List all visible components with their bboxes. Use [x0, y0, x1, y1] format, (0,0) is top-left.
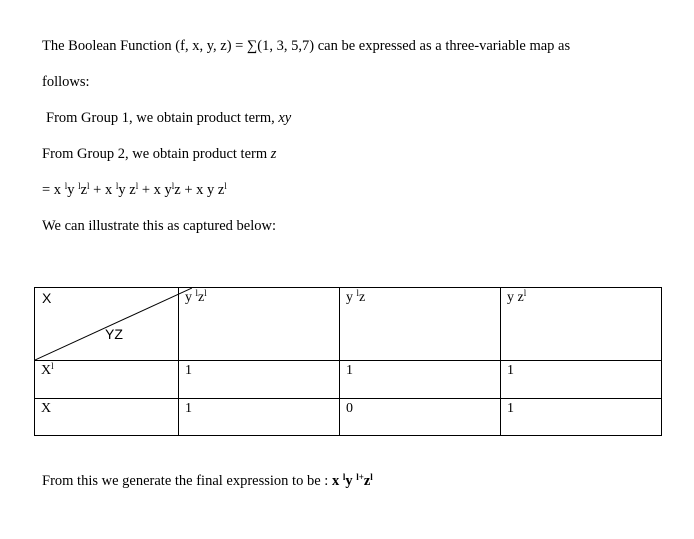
column-header [340, 288, 501, 361]
row-label: X [35, 399, 179, 436]
table-cell: 1 [179, 361, 340, 399]
diagonal-divider [35, 288, 192, 360]
prime-mark: l [356, 288, 360, 298]
row-label [35, 361, 179, 399]
header-part: z [198, 290, 205, 305]
diagonal-line [35, 288, 192, 360]
group-2-text: From Group 2, we obtain product term [42, 146, 271, 162]
group-2-term: z [270, 146, 277, 162]
prime-mark: l [115, 181, 119, 191]
prime-mark: l [356, 472, 359, 482]
table-row [35, 361, 662, 399]
prime-mark: l [78, 181, 81, 191]
expansion-part: = x [42, 182, 65, 198]
row-label-text: X [41, 363, 52, 378]
prime-mark: l [204, 288, 207, 298]
table-cell: 0 [340, 399, 501, 436]
prime-mark: l [523, 288, 527, 298]
header-part: y z [507, 290, 524, 305]
karnaugh-map-table [34, 287, 662, 436]
column-header [179, 288, 340, 361]
prime-mark: l [370, 472, 373, 482]
prime-mark: l [342, 472, 346, 482]
table-cell: 1 [501, 361, 662, 399]
group-1-term: xy [278, 110, 292, 126]
intro-line-1: The Boolean Function (f, x, y, z) = ∑(1, 3, 5,7) can be expressed as a three-variable map as [42, 38, 571, 54]
prime-mark: l [195, 288, 199, 298]
final-expr-part: x [331, 473, 343, 489]
final-text: From this we generate the final expression to be : [42, 473, 332, 489]
prime-mark: l [87, 181, 90, 191]
prime-mark: l [51, 361, 54, 371]
final-expression-line [42, 472, 373, 490]
expansion-part: + x [89, 182, 116, 198]
prime-mark: l [224, 181, 227, 191]
table-cell: 1 [501, 399, 662, 436]
header-part: y [185, 290, 196, 305]
header-part: z [359, 290, 366, 305]
prime-mark: l [135, 181, 139, 191]
plus-sign: + [358, 472, 364, 482]
final-expr-part: y [345, 473, 357, 489]
prime-mark: l [171, 181, 175, 191]
column-variable-label: YZ [105, 326, 123, 342]
row-variable-label: X [42, 290, 52, 306]
illustrate-line: We can illustrate this as captured below: [42, 218, 276, 234]
expansion-part: + x y [138, 182, 172, 198]
table-row [35, 399, 662, 436]
final-expr-part: z [363, 473, 371, 489]
expansion-part: z + x y z [174, 182, 225, 198]
header-part: y [346, 290, 357, 305]
table-cell: 1 [179, 399, 340, 436]
group-1-text: From Group 1, we obtain product term, [46, 110, 279, 126]
corner-cell [35, 288, 179, 361]
group-2-line [42, 145, 276, 163]
table-header-row [35, 288, 662, 361]
table-cell: 1 [340, 361, 501, 399]
intro-line-2: follows: [42, 74, 90, 90]
column-header [501, 288, 662, 361]
expansion-part: z [80, 182, 88, 198]
expansion-part: y z [118, 182, 136, 198]
expansion-line [42, 181, 227, 199]
prime-mark: l [64, 181, 68, 191]
expansion-part: y [67, 182, 79, 198]
group-1-line [46, 109, 291, 127]
